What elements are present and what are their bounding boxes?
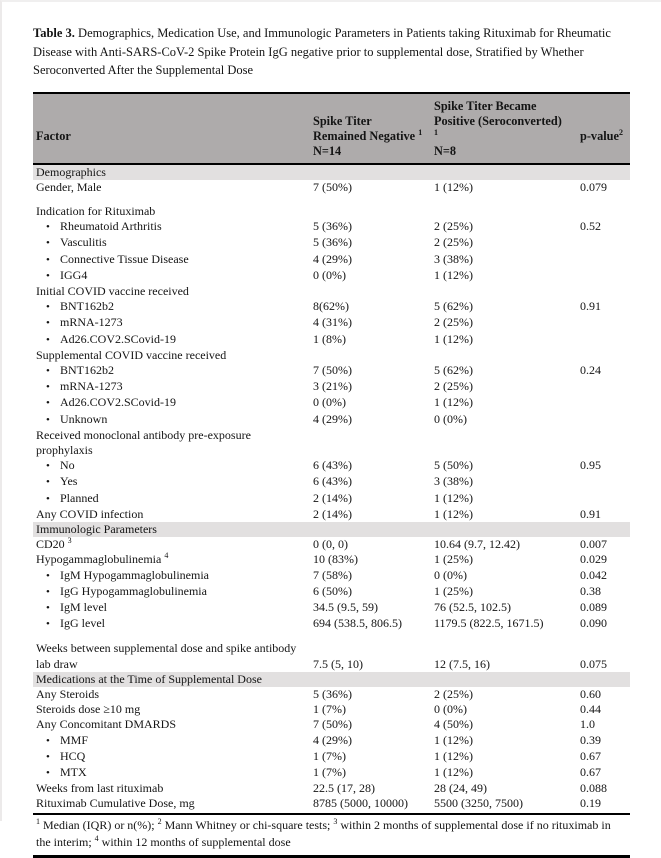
bullet-icon: •: [46, 492, 50, 505]
value-seroconverted: 10.64 (9.7, 12.42): [434, 537, 520, 552]
factor-cell: [33, 332, 310, 348]
value-seroconverted: 2 (25%): [434, 235, 473, 250]
bullet-icon: •: [46, 364, 50, 377]
bullet-icon: •: [46, 618, 50, 631]
bullet-icon: •: [46, 221, 50, 234]
factor-cell: [33, 796, 310, 812]
table-caption-label: Table 3.: [33, 26, 75, 40]
factor-cell: [33, 204, 310, 219]
value-remained-negative: 5 (36%): [313, 687, 352, 701]
value-remained-negative: [310, 204, 431, 219]
value-seroconverted: 2 (25%): [434, 687, 473, 701]
factor-label: Indication for Rituximab: [36, 203, 156, 218]
value-pvalue: 0.19: [580, 796, 601, 811]
value-pvalue: [577, 332, 630, 348]
value-seroconverted: 0 (0%): [434, 567, 467, 582]
bullet-icon: •: [46, 413, 50, 426]
table-row: [33, 315, 630, 331]
value-remained-negative: 7 (58%): [313, 567, 352, 582]
factor-cell: [33, 474, 310, 490]
factor-label: Connective Tissue Disease: [60, 251, 189, 266]
value-pvalue: [577, 474, 630, 490]
value-pvalue: [577, 284, 630, 299]
factor-cell: [33, 284, 310, 299]
value-remained-negative: 4 (29%): [313, 732, 352, 747]
factor-cell: [33, 412, 310, 428]
value-seroconverted: [431, 428, 577, 458]
factor-cell: [33, 363, 310, 379]
factor-cell: [33, 641, 310, 671]
table-row: [33, 600, 630, 616]
value-pvalue: 0.44: [580, 702, 601, 717]
footnote-text: within 12 months of supplemental dose: [98, 834, 291, 849]
value-remained-negative: 4 (31%): [313, 315, 352, 330]
bullet-icon: •: [46, 585, 50, 598]
factor-label: Received monoclonal antibody pre-exposure prophylaxis: [36, 427, 251, 457]
value-seroconverted: 5 (62%): [434, 299, 473, 314]
factor-cell: [33, 395, 310, 411]
value-pvalue: 0.088: [580, 781, 607, 796]
value-seroconverted: 28 (24, 49): [434, 781, 487, 796]
table-footnote: [33, 813, 630, 858]
factor-label: HCQ: [60, 748, 86, 763]
factor-cell: [33, 252, 310, 268]
table-row: [33, 428, 630, 458]
factor-label: Planned: [60, 490, 99, 505]
table-row: [33, 204, 630, 219]
bullet-icon: •: [46, 767, 50, 780]
table-row: [33, 616, 630, 632]
table-row: [33, 332, 630, 348]
footnote-text: Mann Whitney or chi-square tests;: [161, 817, 334, 832]
header-line: Spike Titer Became: [434, 98, 537, 113]
value-seroconverted: 1 (12%): [434, 267, 473, 282]
value-pvalue: 0.67: [580, 765, 601, 780]
value-seroconverted: 5 (62%): [434, 362, 473, 377]
spacer-row: [33, 632, 630, 641]
value-pvalue: 0.089: [580, 599, 607, 614]
bullet-icon: •: [46, 601, 50, 614]
factor-label: mRNA-1273: [60, 315, 123, 330]
table-row: [33, 219, 630, 235]
value-pvalue: [577, 491, 630, 507]
value-remained-negative: [310, 428, 431, 458]
table-row: [33, 568, 630, 584]
table-row: [33, 252, 630, 268]
factor-cell: [33, 568, 310, 584]
value-remained-negative: 6 (43%): [313, 474, 352, 489]
pvalue-header-label: p-value: [580, 128, 619, 143]
value-seroconverted: 2 (25%): [434, 379, 473, 394]
value-remained-negative: 7 (50%): [313, 179, 352, 194]
bullet-icon: •: [46, 476, 50, 489]
factor-cell: [33, 507, 310, 522]
value-seroconverted: 1 (12%): [434, 331, 473, 346]
value-remained-negative: [310, 284, 431, 299]
factor-label: Ad26.COV2.SCovid-19: [60, 395, 177, 410]
factor-label: Rituximab Cumulative Dose, mg: [36, 796, 195, 811]
factor-cell: [33, 600, 310, 616]
factor-cell: [33, 299, 310, 315]
factor-cell: [33, 537, 310, 552]
table-row: [33, 687, 630, 702]
column-header-pvalue: [577, 93, 630, 164]
factor-cell: [33, 781, 310, 796]
footnote-marker: 3: [67, 537, 72, 546]
factor-cell: [33, 749, 310, 765]
factor-label: Steroids dose ≥10 mg: [36, 702, 141, 717]
column-header-remained-negative: [310, 93, 431, 164]
footnote-marker: 1: [36, 816, 40, 826]
factor-label: CD20: [36, 537, 65, 552]
factor-label: MTX: [60, 765, 87, 780]
table-row: [33, 284, 630, 299]
factor-cell: [33, 717, 310, 732]
factor-label: Weeks from last rituximab: [36, 781, 164, 796]
factor-cell: [33, 733, 310, 749]
factor-label: IgG Hypogammaglobulinemia: [60, 583, 207, 598]
value-remained-negative: 5 (36%): [313, 219, 352, 234]
value-remained-negative: 1 (8%): [313, 331, 346, 346]
value-seroconverted: 1 (12%): [434, 395, 473, 410]
factor-label: Weeks between supplemental dose and spike antibody lab draw: [36, 641, 297, 671]
value-seroconverted: 4 (50%): [434, 717, 473, 732]
value-seroconverted: 0 (0%): [434, 411, 467, 426]
value-seroconverted: 1 (12%): [434, 732, 473, 747]
table3: [33, 92, 630, 813]
footnote-text: within 2 months of supplemental dose if no rituximab in the interim;: [36, 817, 611, 849]
value-pvalue: [577, 235, 630, 251]
value-seroconverted: 1 (12%): [434, 490, 473, 505]
value-remained-negative: 1 (7%): [313, 748, 346, 763]
value-pvalue: [577, 428, 630, 458]
section-row: [33, 672, 630, 687]
value-pvalue: [577, 252, 630, 268]
table-row: [33, 749, 630, 765]
bullet-icon: •: [46, 237, 50, 250]
spacer-cell: [33, 632, 630, 641]
value-pvalue: 0.52: [580, 219, 601, 234]
header-row: [33, 93, 630, 164]
factor-cell: [33, 687, 310, 702]
table-row: [33, 717, 630, 732]
bullet-icon: •: [46, 397, 50, 410]
footnote-marker: 2: [157, 816, 162, 826]
value-remained-negative: 8(62%): [313, 299, 349, 314]
value-seroconverted: 1 (12%): [434, 748, 473, 763]
factor-label: Supplemental COVID vaccine received: [36, 347, 227, 362]
value-pvalue: 0.95: [580, 458, 601, 473]
value-pvalue: 0.60: [580, 687, 601, 701]
bullet-icon: •: [46, 381, 50, 394]
footnote-marker: 2: [618, 127, 623, 137]
table-row: [33, 641, 630, 671]
value-remained-negative: 1 (7%): [313, 702, 346, 717]
factor-cell: [33, 702, 310, 717]
value-pvalue: 0.079: [580, 179, 607, 194]
factor-cell: [33, 379, 310, 395]
table-row: [33, 702, 630, 717]
value-remained-negative: 3 (21%): [313, 379, 352, 394]
factor-cell: [33, 491, 310, 507]
factor-label: Hypogammaglobulinemia: [36, 552, 162, 567]
value-pvalue: 0.38: [580, 583, 601, 598]
factor-label: IgM level: [60, 599, 107, 614]
footnote-text: Median (IQR) or n(%);: [40, 817, 158, 832]
factor-label: Yes: [60, 474, 78, 489]
value-seroconverted: 5 (50%): [434, 458, 473, 473]
value-seroconverted: 1 (12%): [434, 179, 473, 194]
value-pvalue: [577, 412, 630, 428]
footnote-marker: 1: [434, 127, 438, 137]
spacer-cell: [33, 195, 630, 204]
table-row: [33, 180, 630, 195]
factor-cell: [33, 268, 310, 284]
footnote-marker: 3: [333, 816, 338, 826]
table-row: [33, 412, 630, 428]
table-row: [33, 537, 630, 552]
value-remained-negative: 2 (14%): [313, 490, 352, 505]
factor-cell: [33, 315, 310, 331]
factor-cell: [33, 235, 310, 251]
value-seroconverted: 5500 (3250, 7500): [434, 796, 523, 811]
bullet-icon: •: [46, 269, 50, 282]
value-pvalue: 0.24: [580, 362, 601, 377]
value-pvalue: 0.39: [580, 732, 601, 747]
factor-label: Rheumatoid Arthritis: [60, 219, 162, 234]
table-row: [33, 796, 630, 812]
header-n-count: N=14: [313, 143, 342, 158]
value-seroconverted: 2 (25%): [434, 315, 473, 330]
factor-cell: [33, 458, 310, 474]
section-row: [33, 522, 630, 537]
factor-cell: [33, 428, 310, 458]
bullet-icon: •: [46, 460, 50, 473]
factor-label: mRNA-1273: [60, 379, 123, 394]
table-row: [33, 268, 630, 284]
value-remained-negative: 6 (43%): [313, 458, 352, 473]
bullet-icon: •: [46, 734, 50, 747]
factor-label: BNT162b2: [60, 362, 114, 377]
factor-label: Initial COVID vaccine received: [36, 283, 189, 298]
factor-label: IgG level: [60, 616, 105, 631]
value-pvalue: [577, 395, 630, 411]
value-pvalue: 0.91: [580, 506, 601, 521]
table-caption-text: Demographics, Medication Use, and Immunologic Parameters in Patients taking Rituximab for Rheumatic Disease with Anti-SARS-CoV-2 Spike Protein IgG negative prior to supplemental dose, Stratified by Whether Seroconverted After the Supplemental Dose: [33, 26, 611, 77]
factor-label: Vasculitis: [60, 235, 107, 250]
value-pvalue: 0.075: [580, 656, 607, 671]
value-remained-negative: 7 (50%): [313, 717, 352, 732]
bullet-icon: •: [46, 317, 50, 330]
value-seroconverted: 1 (12%): [434, 765, 473, 780]
bullet-icon: •: [46, 301, 50, 314]
column-header-factor: [33, 93, 310, 164]
factor-label: BNT162b2: [60, 299, 114, 314]
table-row: [33, 765, 630, 781]
factor-cell: [33, 180, 310, 195]
value-seroconverted: 76 (52.5, 102.5): [434, 599, 511, 614]
value-seroconverted: 1 (12%): [434, 506, 473, 521]
value-seroconverted: 1 (25%): [434, 583, 473, 598]
factor-cell: [33, 348, 310, 363]
value-pvalue: [577, 315, 630, 331]
value-pvalue: 0.67: [580, 748, 601, 763]
value-remained-negative: 8785 (5000, 10000): [313, 796, 408, 811]
factor-label: Unknown: [60, 411, 108, 426]
table-row: [33, 507, 630, 522]
header-line: Remained Negative $^1$: [313, 127, 423, 143]
value-remained-negative: 7.5 (5, 10): [313, 656, 363, 671]
value-seroconverted: 12 (7.5, 16): [434, 656, 490, 671]
table-row: [33, 781, 630, 796]
header-n-count: N=8: [434, 143, 457, 158]
value-seroconverted: 0 (0%): [434, 702, 467, 717]
column-header-seroconverted: [431, 93, 577, 164]
section-row: [33, 164, 630, 180]
bullet-icon: •: [46, 333, 50, 346]
table-header: [33, 93, 630, 164]
value-pvalue: 0.042: [580, 567, 607, 582]
value-remained-negative: 1 (7%): [313, 765, 346, 780]
footnote-marker: 4: [164, 552, 169, 561]
section-label: Immunologic Parameters: [33, 522, 630, 537]
section-label: Medications at the Time of Supplemental Dose: [33, 672, 630, 687]
table-row: [33, 552, 630, 567]
value-seroconverted: 3 (38%): [434, 474, 473, 489]
footnote-marker: 1: [418, 127, 423, 137]
table-body: [33, 164, 630, 813]
value-remained-negative: 2 (14%): [313, 506, 352, 521]
value-remained-negative: 7 (50%): [313, 362, 352, 377]
factor-cell: [33, 584, 310, 600]
factor-label: Any COVID infection: [36, 506, 144, 521]
header-line: [434, 129, 575, 144]
table-row: [33, 363, 630, 379]
value-seroconverted: [431, 204, 577, 219]
factor-label: IGG4: [60, 267, 88, 282]
factor-header-label: Factor: [36, 128, 71, 143]
value-pvalue: [577, 379, 630, 395]
table-row: [33, 733, 630, 749]
factor-label: MMF: [60, 732, 89, 747]
value-pvalue: [577, 204, 630, 219]
value-pvalue: 0.029: [580, 552, 607, 567]
bullet-icon: •: [46, 750, 50, 763]
value-pvalue: [577, 268, 630, 284]
value-seroconverted: 2 (25%): [434, 219, 473, 234]
factor-cell: [33, 552, 310, 567]
bullet-icon: •: [46, 569, 50, 582]
value-remained-negative: 0 (0%): [313, 395, 346, 410]
table-row: [33, 348, 630, 363]
footnote-marker: 4: [94, 833, 99, 843]
value-pvalue: 0.91: [580, 299, 601, 314]
table-row: [33, 458, 630, 474]
value-remained-negative: 22.5 (17, 28): [313, 781, 375, 796]
value-remained-negative: 4 (29%): [313, 251, 352, 266]
value-remained-negative: [310, 348, 431, 363]
factor-label: No: [60, 458, 75, 473]
value-seroconverted: [431, 284, 577, 299]
table-row: [33, 395, 630, 411]
header-line: Positive (Seroconverted): [434, 113, 562, 128]
section-label: Demographics: [33, 164, 630, 180]
value-seroconverted: 3 (38%): [434, 251, 473, 266]
factor-label: Any Concomitant DMARDS: [36, 717, 177, 732]
value-remained-negative: 34.5 (9.5, 59): [313, 599, 378, 614]
factor-label: IgM Hypogammaglobulinemia: [60, 567, 209, 582]
value-seroconverted: 1 (25%): [434, 552, 473, 567]
value-remained-negative: 10 (83%): [313, 552, 358, 567]
value-remained-negative: 6 (50%): [313, 583, 352, 598]
spacer-row: [33, 195, 630, 204]
table-row: [33, 379, 630, 395]
value-remained-negative: 4 (29%): [313, 411, 352, 426]
header-line: Spike Titer: [313, 113, 372, 128]
bullet-icon: •: [46, 253, 50, 266]
table-row: [33, 299, 630, 315]
value-pvalue: 0.007: [580, 537, 607, 552]
page: [2, 2, 661, 849]
value-remained-negative: 694 (538.5, 806.5): [313, 616, 402, 631]
factor-label: Any Steroids: [36, 687, 99, 701]
table-row: [33, 491, 630, 507]
factor-label: Gender, Male: [36, 179, 102, 194]
value-pvalue: 0.090: [580, 616, 607, 631]
value-seroconverted: [431, 348, 577, 363]
factor-label: Ad26.COV2.SCovid-19: [60, 331, 177, 346]
value-pvalue: [577, 348, 630, 363]
value-remained-negative: 0 (0, 0): [313, 537, 348, 552]
table-caption: [33, 24, 618, 80]
table-row: [33, 235, 630, 251]
table-row: [33, 584, 630, 600]
value-seroconverted: 1179.5 (822.5, 1671.5): [434, 616, 544, 631]
factor-cell: [33, 616, 310, 632]
value-pvalue: 1.0: [580, 717, 595, 732]
value-remained-negative: 5 (36%): [313, 235, 352, 250]
table-row: [33, 474, 630, 490]
factor-cell: [33, 219, 310, 235]
value-remained-negative: 0 (0%): [313, 267, 346, 282]
factor-cell: [33, 765, 310, 781]
